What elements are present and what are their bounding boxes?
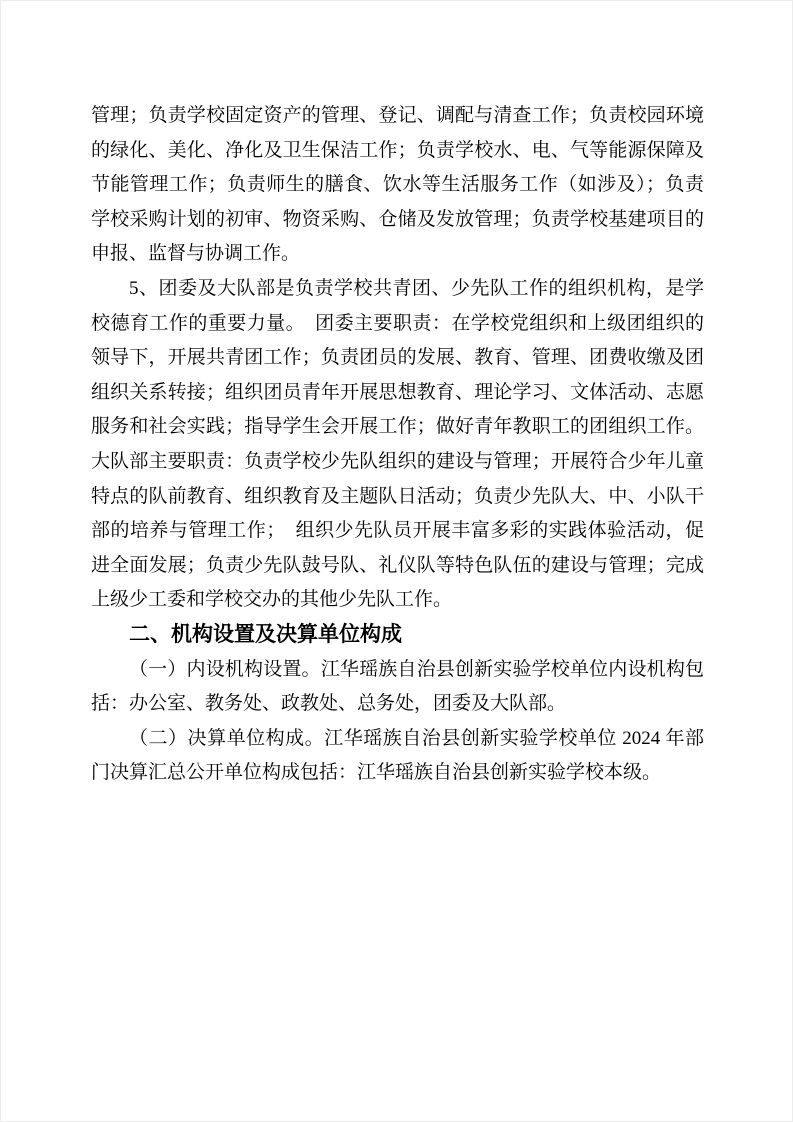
section-heading-organization-and-unit-composition: 二、机构设置及决算单位构成 (129, 622, 402, 646)
paragraph-youth-league-and-brigade-duties: 5、团委及大队部是负责学校共青团、少先队工作的组织机构，是学校德育工作的重要力量。 团委主要职责：在学校党组织和上级团组织的领导下，开展共青团工作；负责团员的发展、教育、管理、团费收缴及团组织关系转接；组织团员青年开展思想教育、理论学习、文体活动、志愿服务和社会实践；指导学生会开展工作；做好青年教职工的团组织工作。大队部主要职责：负责学校少先队组织的建设与管理；开展符合少年儿童特点的队前教育、组织教育及主题队日活动；负责少先队大、中、小队干部的培养与管理工作； 组织少先队员开展丰富多彩的实践体验活动，促进全面发展；负责少先队鼓号队、礼仪队等特色队伍的建设与管理；完成上级少工委和学校交办的其他少先队工作。 (91, 277, 704, 611)
paragraph-general-affairs-duties: 管理；负责学校固定资产的管理、登记、调配与清查工作；负责校园环境的绿化、美化、净化及卫生保洁工作；负责学校水、电、气等能源保障及节能管理工作；负责师生的膳食、饮水等生活服务工作（如涉及）；负责学校采购计划的初审、物资采购、仓储及发放管理；负责学校基建项目的申报、监督与协调工作。 (91, 105, 704, 265)
paragraph-final-accounts-unit-composition: （二）决算单位构成。江华瑶族自治县创新实验学校单位 2024 年部门决算汇总公开单位构成包括：江华瑶族自治县创新实验学校本级。 (91, 727, 704, 784)
paragraph-internal-organization-setup: （一）内设机构设置。江华瑶族自治县创新实验学校单位内设机构包括：办公室、教务处、政教处、总务处，团委及大队部。 (91, 658, 704, 715)
